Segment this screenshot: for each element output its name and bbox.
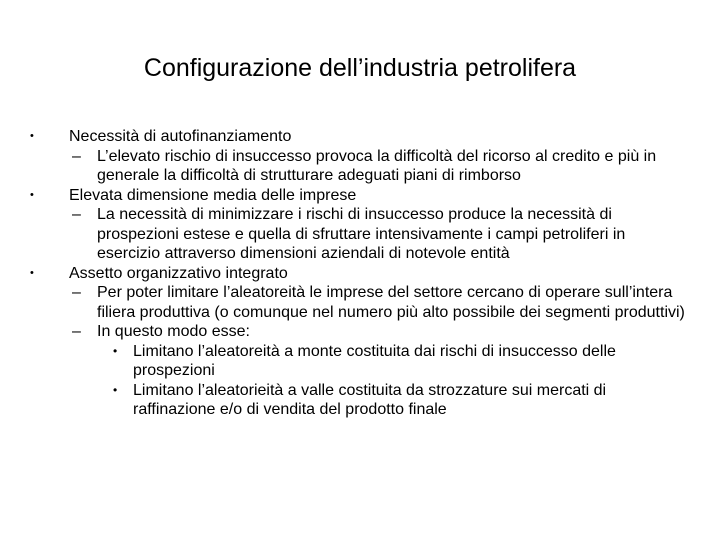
bullet-text: Assetto organizzativo integrato	[69, 264, 288, 282]
bullet-marker: •	[113, 343, 118, 358]
sub-bullet-item	[30, 205, 690, 264]
sub-bullet-item	[30, 322, 690, 342]
bullet-item	[30, 186, 690, 206]
slide-body	[30, 127, 690, 420]
sub-bullet-item	[30, 283, 690, 322]
slide-title: Configurazione dell’industria petrolifera	[143, 54, 577, 82]
dash-marker: –	[72, 206, 81, 223]
bullet-marker: •	[30, 130, 34, 142]
bullet-item	[30, 264, 690, 284]
bullet-marker: •	[30, 188, 34, 201]
bullet-item	[30, 127, 690, 147]
sub-sub-bullet-item	[30, 381, 690, 420]
bullet-marker: •	[30, 266, 34, 279]
bullet-marker: •	[113, 382, 118, 397]
sub-bullet-text: Per poter limitare l’aleatoreità le imprese del settore cercano di operare sull’intera filiera produttiva (o comunque nel numero più alto possibile dei segmenti produttivi)	[97, 284, 685, 321]
sub-sub-bullet-item	[30, 342, 690, 381]
dash-marker: –	[72, 284, 81, 301]
sub-bullet-text: L’elevato rischio di insuccesso provoca la difficoltà del ricorso al credito e più in generale la difficoltà di strutturare adeguati piani di rimborso	[97, 147, 657, 184]
dash-marker: –	[72, 147, 81, 165]
bullet-text: Elevata dimensione media delle imprese	[69, 186, 357, 204]
bullet-text: Necessità di autofinanziamento	[69, 128, 292, 145]
dash-marker: –	[72, 323, 81, 340]
sub-bullet-text: La necessità di minimizzare i rischi di insuccesso produce la necessità di prospezioni estese e quella di sfruttare intensivamente i campi petroliferi in esercizio attraverso dimensioni aziendali di notevole entità	[97, 206, 626, 262]
sub-sub-bullet-text: Limitano l’aleatorieità a valle costituita da strozzature sui mercati di raffinazione e/o di vendita del prodotto finale	[133, 381, 607, 418]
sub-sub-bullet-text: Limitano l’aleatoreità a monte costituita dai rischi di insuccesso delle prospezioni	[133, 342, 616, 379]
sub-bullet-text: In questo modo esse:	[97, 323, 250, 340]
sub-bullet-item	[30, 147, 690, 186]
